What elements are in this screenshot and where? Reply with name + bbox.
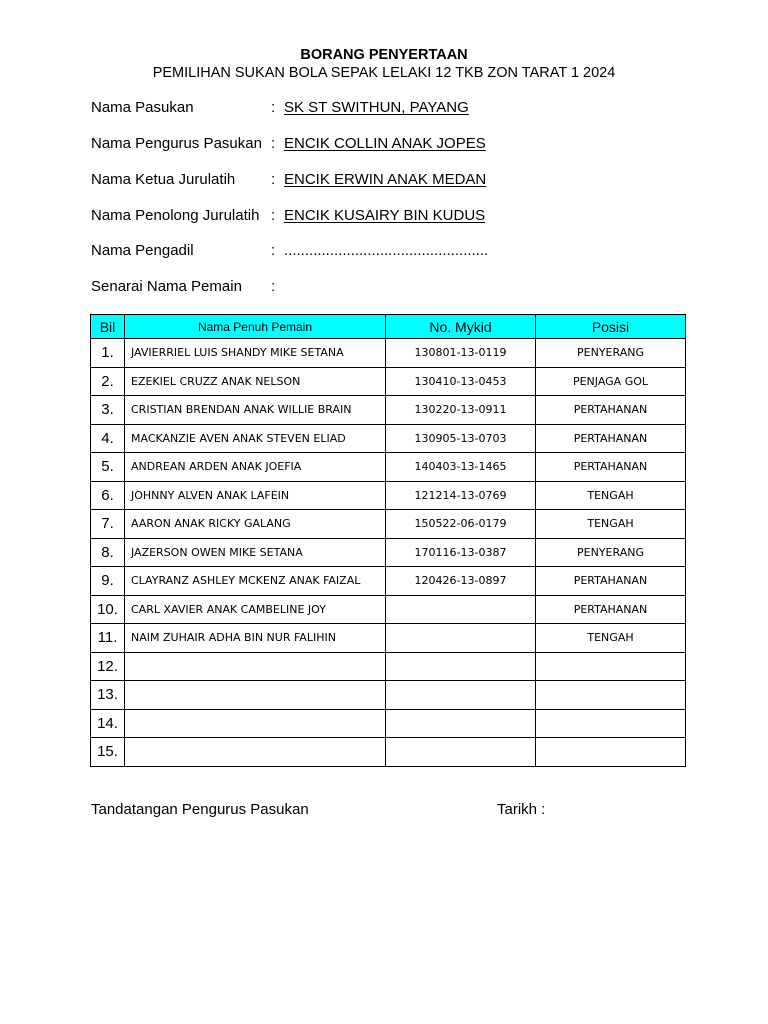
player-name: EZEKIEL CRUZZ ANAK NELSON bbox=[125, 367, 386, 396]
row-number: 9. bbox=[91, 567, 125, 596]
table-row bbox=[91, 538, 686, 567]
form-subtitle: PEMILIHAN SUKAN BOLA SEPAK LELAKI 12 TKB ZON TARAT 1 2024 bbox=[152, 65, 616, 81]
player-name: CARL XAVIER ANAK CAMBELINE JOY bbox=[125, 595, 386, 624]
table-row bbox=[91, 481, 686, 510]
field-label: Nama Penolong Jurulatih bbox=[91, 207, 260, 224]
table-row bbox=[91, 595, 686, 624]
player-name: CLAYRANZ ASHLEY MCKENZ ANAK FAIZAL bbox=[125, 567, 386, 596]
player-position bbox=[536, 652, 686, 681]
field-colon: : bbox=[271, 135, 276, 152]
player-mykid bbox=[386, 595, 536, 624]
player-mykid bbox=[386, 738, 536, 767]
player-mykid: 120426-13-0897 bbox=[386, 567, 536, 596]
row-number: 12. bbox=[91, 652, 125, 681]
table-header-row bbox=[91, 315, 686, 339]
player-mykid: 121214-13-0769 bbox=[386, 481, 536, 510]
row-number: 5. bbox=[91, 453, 125, 482]
field-value-dotted: ................................................. bbox=[284, 242, 489, 259]
field-nama-pengurus-pasukan bbox=[91, 135, 711, 153]
table-row bbox=[91, 510, 686, 539]
row-number: 7. bbox=[91, 510, 125, 539]
row-number: 10. bbox=[91, 595, 125, 624]
player-position: PENJAGA GOL bbox=[536, 367, 686, 396]
player-position: TENGAH bbox=[536, 624, 686, 653]
column-header-bil: Bil bbox=[91, 315, 125, 339]
player-name: JAZERSON OWEN MIKE SETANA bbox=[125, 538, 386, 567]
player-position: PERTAHANAN bbox=[536, 595, 686, 624]
player-mykid: 170116-13-0387 bbox=[386, 538, 536, 567]
row-number: 2. bbox=[91, 367, 125, 396]
table-row bbox=[91, 453, 686, 482]
player-mykid: 130801-13-0119 bbox=[386, 339, 536, 368]
player-mykid bbox=[386, 624, 536, 653]
field-label: Nama Pasukan bbox=[91, 99, 194, 116]
player-mykid: 130410-13-0453 bbox=[386, 367, 536, 396]
player-position: TENGAH bbox=[536, 481, 686, 510]
row-number: 6. bbox=[91, 481, 125, 510]
player-name: CRISTIAN BRENDAN ANAK WILLIE BRAIN bbox=[125, 396, 386, 425]
player-position: PERTAHANAN bbox=[536, 453, 686, 482]
form-title: BORANG PENYERTAAN bbox=[300, 47, 468, 63]
signature-label: Tandatangan Pengurus Pasukan bbox=[91, 801, 309, 818]
field-label: Nama Pengadil bbox=[91, 242, 194, 259]
row-number: 13. bbox=[91, 681, 125, 710]
player-position: PENYERANG bbox=[536, 538, 686, 567]
field-nama-ketua-jurulatih bbox=[91, 171, 711, 189]
field-label: Senarai Nama Pemain bbox=[91, 278, 242, 295]
field-senarai-nama-pemain bbox=[91, 278, 711, 296]
player-name: ANDREAN ARDEN ANAK JOEFIA bbox=[125, 453, 386, 482]
field-nama-penolong-jurulatih bbox=[91, 207, 711, 225]
player-roster-table bbox=[90, 314, 686, 767]
table-row bbox=[91, 567, 686, 596]
player-position: PERTAHANAN bbox=[536, 567, 686, 596]
player-position: PENYERANG bbox=[536, 339, 686, 368]
player-name bbox=[125, 652, 386, 681]
table-row bbox=[91, 709, 686, 738]
table-row bbox=[91, 738, 686, 767]
field-value: SK ST SWITHUN, PAYANG bbox=[284, 99, 469, 116]
player-name bbox=[125, 709, 386, 738]
table-row bbox=[91, 681, 686, 710]
column-header-mykid: No. Mykid bbox=[386, 315, 536, 339]
row-number: 4. bbox=[91, 424, 125, 453]
row-number: 8. bbox=[91, 538, 125, 567]
field-value: ENCIK KUSAIRY BIN KUDUS bbox=[284, 207, 486, 224]
row-number: 3. bbox=[91, 396, 125, 425]
row-number: 11. bbox=[91, 624, 125, 653]
player-mykid: 150522-06-0179 bbox=[386, 510, 536, 539]
row-number: 1. bbox=[91, 339, 125, 368]
player-position bbox=[536, 681, 686, 710]
player-name: JAVIERRIEL LUIS SHANDY MIKE SETANA bbox=[125, 339, 386, 368]
player-position: PERTAHANAN bbox=[536, 396, 686, 425]
row-number: 15. bbox=[91, 738, 125, 767]
column-header-posisi: Posisi bbox=[536, 315, 686, 339]
player-position bbox=[536, 738, 686, 767]
player-mykid: 130220-13-0911 bbox=[386, 396, 536, 425]
table-row bbox=[91, 624, 686, 653]
player-name: AARON ANAK RICKY GALANG bbox=[125, 510, 386, 539]
player-mykid bbox=[386, 681, 536, 710]
player-name bbox=[125, 681, 386, 710]
field-colon: : bbox=[271, 278, 276, 295]
player-position: PERTAHANAN bbox=[536, 424, 686, 453]
player-mykid: 130905-13-0703 bbox=[386, 424, 536, 453]
table-row bbox=[91, 367, 686, 396]
column-header-nama: Nama Penuh Pemain bbox=[125, 315, 386, 339]
field-colon: : bbox=[271, 171, 276, 188]
player-name: MACKANZIE AVEN ANAK STEVEN ELIAD bbox=[125, 424, 386, 453]
table-row bbox=[91, 652, 686, 681]
field-label: Nama Ketua Jurulatih bbox=[91, 171, 236, 188]
field-value: ENCIK ERWIN ANAK MEDAN bbox=[284, 171, 487, 188]
player-position bbox=[536, 709, 686, 738]
field-colon: : bbox=[271, 99, 276, 116]
field-colon: : bbox=[271, 207, 276, 224]
table-row bbox=[91, 339, 686, 368]
table-row bbox=[91, 424, 686, 453]
player-mykid: 140403-13-1465 bbox=[386, 453, 536, 482]
field-nama-pasukan bbox=[91, 99, 711, 117]
date-label: Tarikh : bbox=[497, 801, 546, 818]
player-mykid bbox=[386, 709, 536, 738]
player-position: TENGAH bbox=[536, 510, 686, 539]
player-mykid bbox=[386, 652, 536, 681]
table-row bbox=[91, 396, 686, 425]
player-name bbox=[125, 738, 386, 767]
field-value: ENCIK COLLIN ANAK JOPES bbox=[284, 135, 486, 152]
player-name: NAIM ZUHAIR ADHA BIN NUR FALIHIN bbox=[125, 624, 386, 653]
player-name: JOHNNY ALVEN ANAK LAFEIN bbox=[125, 481, 386, 510]
field-colon: : bbox=[271, 242, 276, 259]
field-label: Nama Pengurus Pasukan bbox=[91, 135, 262, 152]
row-number: 14. bbox=[91, 709, 125, 738]
field-nama-pengadil bbox=[91, 242, 711, 260]
